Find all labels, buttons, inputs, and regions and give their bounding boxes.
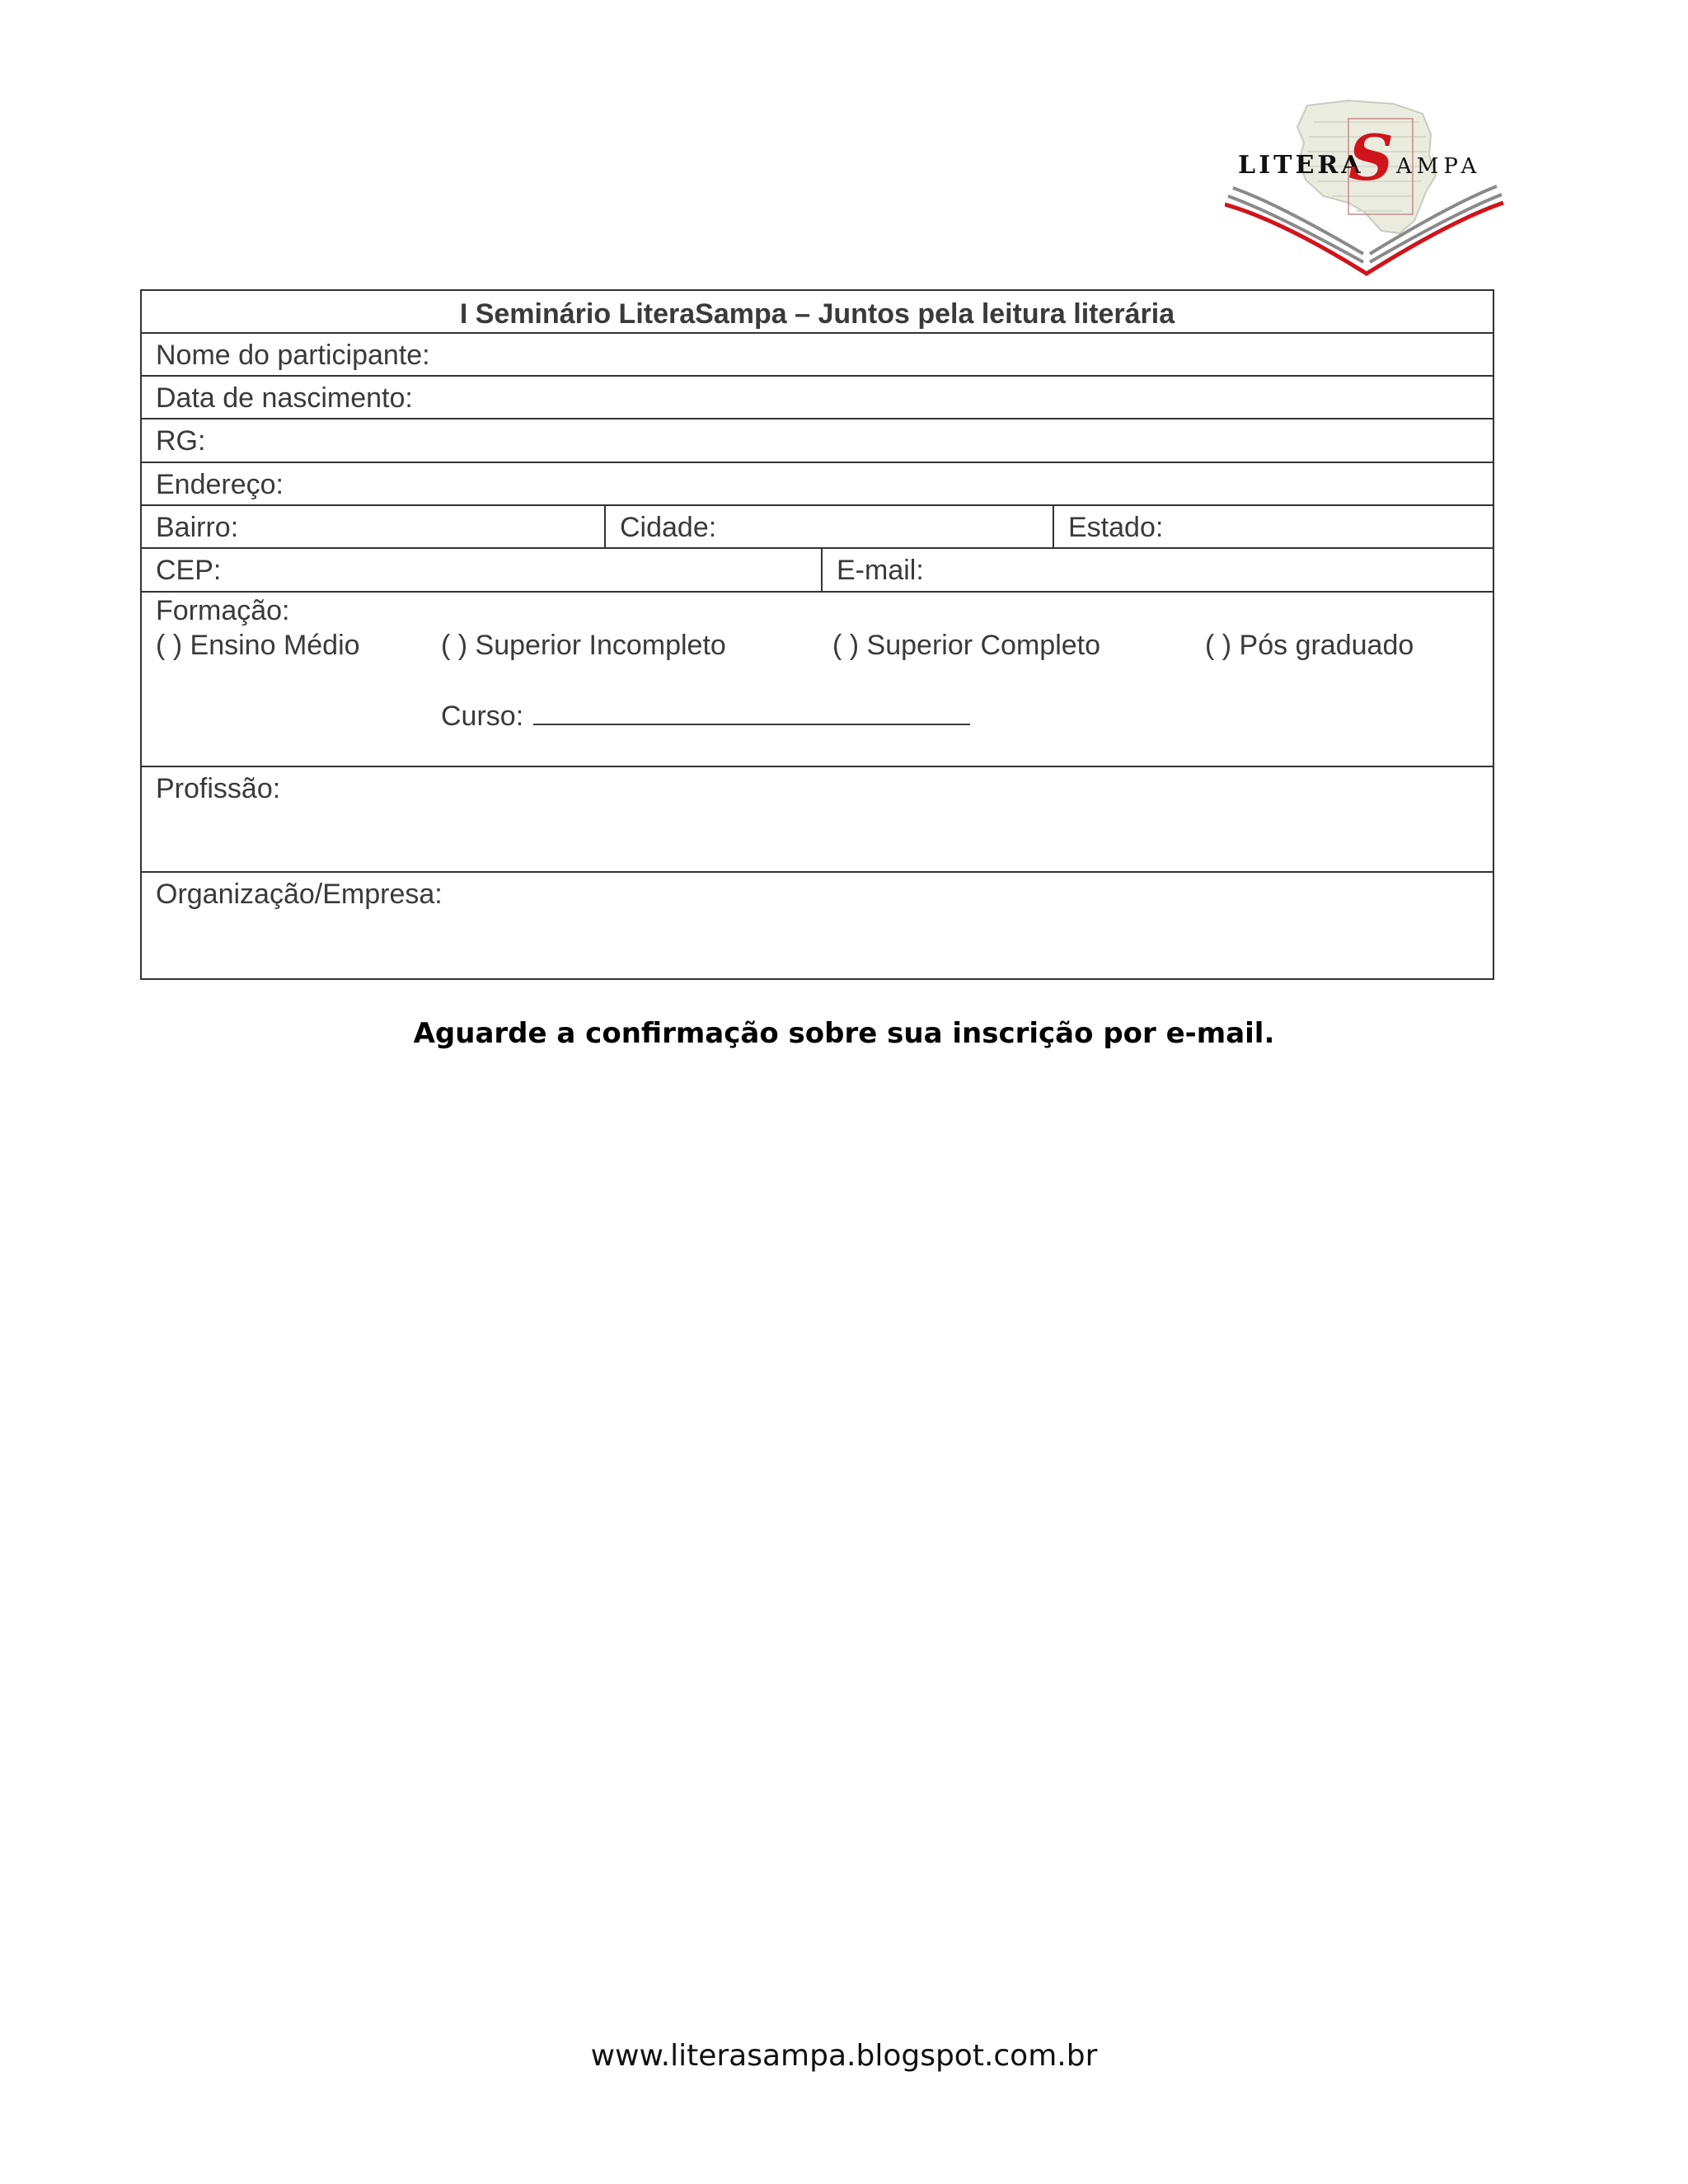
book-map-icon — [1225, 97, 1505, 287]
row-cep-email — [142, 549, 1493, 593]
endereco-field[interactable]: Endereço: — [156, 469, 284, 500]
row-profissao — [142, 767, 1493, 873]
curso-label: Curso: — [441, 701, 524, 732]
registration-form — [140, 289, 1494, 980]
curso-blank-line[interactable] — [533, 699, 970, 725]
rg-field[interactable]: RG: — [156, 425, 206, 457]
row-bairro-cidade-estado — [142, 506, 1493, 549]
formacao-label: Formação: — [156, 595, 290, 626]
footer-url[interactable]: www.literasampa.blogspot.com.br — [590, 2039, 1098, 2073]
option-pos-graduado[interactable]: ( ) Pós graduado — [1205, 630, 1414, 661]
cep-field[interactable]: CEP: — [156, 555, 222, 586]
confirmation-notice: Aguarde a confirmação sobre sua inscrição por e-mail. — [413, 1017, 1275, 1050]
literasampa-logo — [1225, 97, 1505, 287]
row-organizacao — [142, 873, 1493, 978]
email-field[interactable]: E-mail: — [821, 549, 1493, 591]
row-endereco — [142, 463, 1493, 506]
cidade-field[interactable]: Cidade: — [604, 506, 1053, 547]
form-title: I Seminário LiteraSampa – Juntos pela leitura literária — [459, 298, 1175, 330]
nome-field[interactable]: Nome do participante: — [156, 340, 430, 371]
nascimento-field[interactable]: Data de nascimento: — [156, 382, 413, 414]
curso-field[interactable] — [441, 698, 970, 734]
row-nome — [142, 334, 1493, 377]
logo-text-right: AMPA — [1396, 154, 1482, 179]
option-ensino-medio[interactable]: ( ) Ensino Médio — [156, 630, 360, 661]
option-superior-completo[interactable]: ( ) Superior Completo — [832, 630, 1101, 661]
option-superior-incompleto[interactable]: ( ) Superior Incompleto — [441, 630, 726, 661]
profissao-field[interactable]: Profissão: — [156, 773, 281, 804]
row-formacao — [142, 593, 1493, 767]
organizacao-field[interactable]: Organização/Empresa: — [156, 879, 443, 910]
estado-field[interactable]: Estado: — [1053, 506, 1493, 547]
logo-text-left: LITERA — [1238, 151, 1364, 180]
logo-text-s: S — [1348, 121, 1394, 194]
bairro-field[interactable]: Bairro: — [156, 512, 239, 543]
row-rg — [142, 419, 1493, 463]
row-nascimento — [142, 377, 1493, 419]
form-title-row — [142, 291, 1493, 334]
